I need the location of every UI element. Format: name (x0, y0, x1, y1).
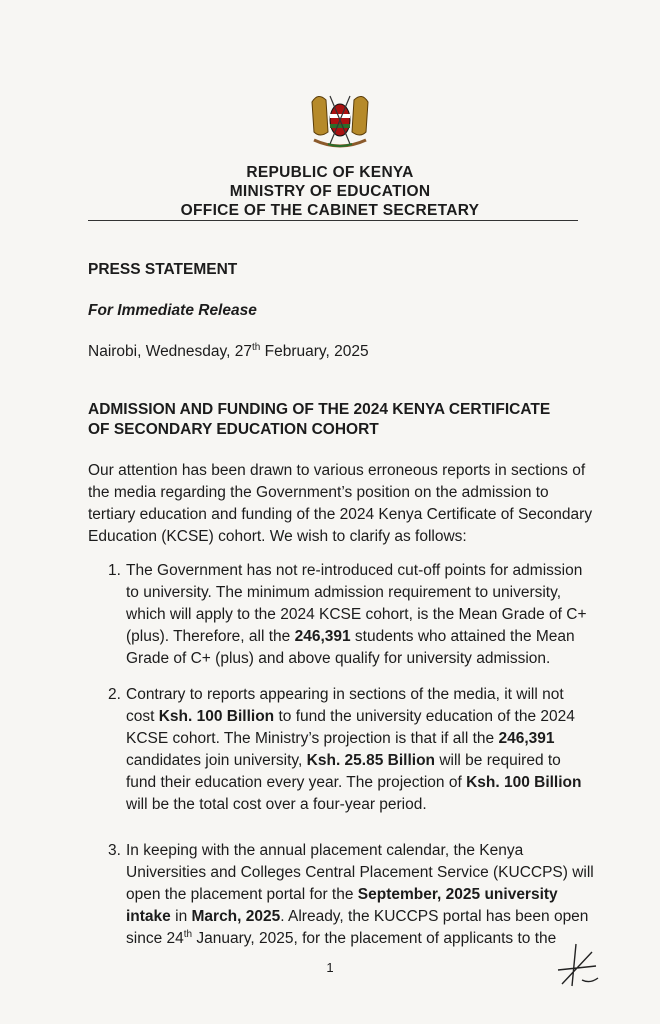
document-page: REPUBLIC OF KENYA MINISTRY OF EDUCATION OFFICE OF THE CABINET SECRETARY PRESS STATEMENT For Immediate Release Nairobi, Wednesday, 27th February, 2025 ADMISSION AND FUNDING OF THE 2024 KENYA CERTIFICATE OF SECONDARY EDUCATION COHORT Our attention has been drawn to various erroneous reports in sections of the media regarding the Government’s position on the admission to tertiary education and funding of the 2024 Kenya Certificate of Secondary Education (KCSE) cohort. We wish to clarify as follows: 1. The Government has not re-introduced cut-off points for admission to university. The minimum admission requirement to university, which will apply to the 2024 KCSE cohort, is the Mean Grade of C+ (plus). Therefore, all the 246,391 students who attained the Mean Grade of C+ (plus) and above qualify for university admission. 2. Contrary to reports appearing in sections of the media, it will not cost Ksh. 100 Billion to fund the university education of the 2024 KCSE cohort. The Ministry’s projection is that if all the 246,391 candidates join university, Ksh. 25.85 Billion will be required to fund their education every year. The projection of Ksh. 100 Billion will be the total cost over a four-year period. 3. In keeping with the annual placement calendar, the Kenya Universities and Colleges Central Placement Service (KUCCPS) will open the placement portal for the September, 2025 university intake in March, 2025. Already, the KUCCPS portal has been open since 24th January, 2025, for the placement of applicants to the 1 (0, 0, 660, 1024)
page-number: 1 (326, 960, 334, 975)
title-line-2: OF SECONDARY EDUCATION COHORT (88, 421, 379, 438)
statement-type: PRESS STATEMENT (88, 261, 238, 278)
statement-date: Nairobi, Wednesday, 27th February, 2025 (88, 341, 369, 360)
header-ministry: MINISTRY OF EDUCATION (229, 183, 431, 200)
title-line-1: ADMISSION AND FUNDING OF THE 2024 KENYA CERTIFICATE (88, 401, 551, 418)
coat-of-arms-icon (300, 82, 380, 152)
header-republic: REPUBLIC OF KENYA (246, 164, 414, 181)
signature-icon (552, 940, 602, 990)
intro-paragraph: Our attention has been drawn to various erroneous reports in sections of the media regarding the Government’s position on the admission to tertiary education and funding of the 2024 Kenya Certificate of Secondary Education (KCSE) cohort. We wish to clarify as follows: (88, 462, 593, 545)
release-note: For Immediate Release (88, 302, 257, 319)
header-office: OFFICE OF THE CABINET SECRETARY (180, 202, 480, 219)
header-divider (88, 220, 578, 221)
